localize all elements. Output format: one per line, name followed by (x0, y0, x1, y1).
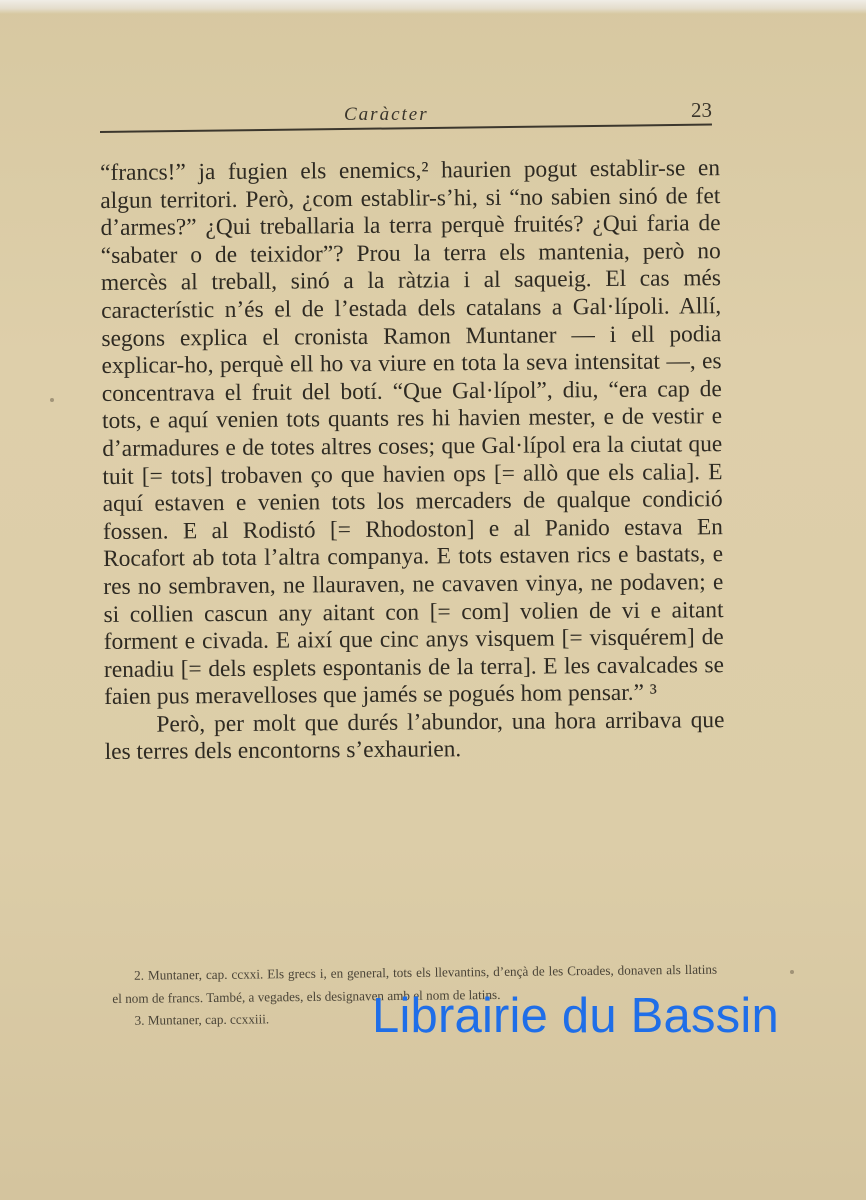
footnote: 2. Muntaner, cap. ccxxi. Els grecs i, en general, tots els llevantins, d’ençà de les Croades, donaven als llatins el nom de francs. També, a vegades, els designaven amb el nom de latins. (112, 961, 718, 1006)
footnote: 3. Muntaner, cap. ccxxiii. (134, 1011, 270, 1028)
watermark-text: Librairie du Bassin (372, 989, 779, 1043)
paper-speck (50, 398, 54, 402)
paper-speck (790, 970, 794, 974)
body-text (100, 155, 725, 767)
body-paragraph: “francs!” ja fugien els enemics,² haurien pogut establir-se en algun territori. Però, ¿com establir-s’hi, si “no sabien sinó de fet d’armes?” ¿Qui treballaria la terra perquè fruités? ¿Qui faria de “sabater o de teixidor”? Prou la terra els mantenia, però no mercès al treball, sinó a la ràtzia i al saqueig. El cas més característic n’és el de l’estada dels catalans a Gal·lípoli. Allí, segons explica el cronista Ramon Muntaner — i ell podia explicar-ho, perquè ell ho va viure en tota la seva intensitat —, es concentrava el fruit del botí. “Que Gal·lípol”, diu, “era cap de tots, e aquí venien tots quants res hi havien mester, e de vestir e d’armadures e de totes altres coses; que Gal·lípol era la ciutat que tuit [= tots] trobaven ço que havien ops [= allò que els calia]. E aquí estaven e venien tots los mercaders de qualque condició fossen. E al Rodistó [= Rhodoston] e al Panido estava En Rocafort ab tota l’altra companya. E tots estaven rics e bastats, e res no sembraven, ne llauraven, ne cavaven vinya, ne podaven; e si collien cascun any aitant con [= com] volien de vi e aitant forment e civada. E així que cinc anys visquem [= visquérem] de renadiu [= dels esplets espontanis de la terra]. E les cavalcades se faien pus meravelloses que jamés se pogués hom pensar.” ³ (100, 155, 725, 711)
running-title: Caràcter (344, 104, 429, 125)
page-number: 23 (691, 98, 712, 122)
page-top-edge (0, 0, 866, 14)
body-paragraph: Però, per molt que durés l’abundor, una hora arribava que les terres dels encontorns s’exhaurien. (104, 706, 725, 766)
